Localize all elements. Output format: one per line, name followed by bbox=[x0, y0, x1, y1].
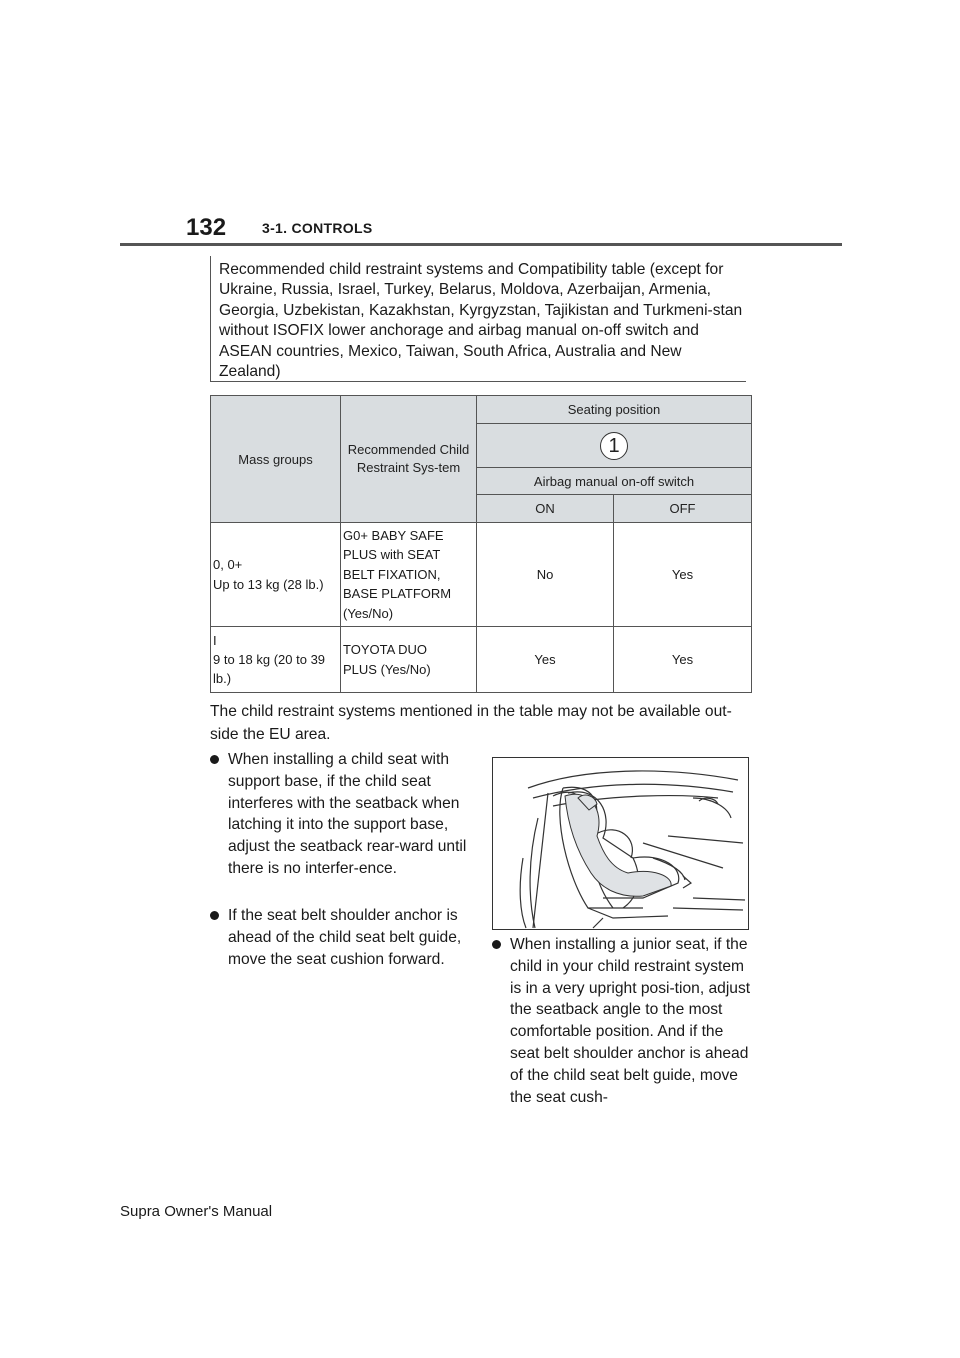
header-off: OFF bbox=[614, 495, 752, 523]
bullet-item bbox=[210, 749, 470, 880]
mass-group-cell bbox=[211, 627, 341, 693]
header-on: ON bbox=[477, 495, 614, 523]
mass-group-weight: Up to 13 kg (28 lb.) bbox=[213, 576, 324, 592]
mass-group-cell bbox=[211, 523, 341, 627]
mass-group-weight: 9 to 18 kg (20 to 39 lb.) bbox=[213, 652, 326, 686]
header-airbag-switch: Airbag manual on-off switch bbox=[477, 468, 752, 495]
table-row bbox=[211, 627, 752, 693]
header-mass-groups: Mass groups bbox=[211, 396, 341, 523]
header-rule bbox=[120, 243, 842, 246]
table-caption: Recommended child restraint systems and Compatibility table (except for Ukraine, Russia, Israel, Turkey, Belarus, Moldova, Azerbaijan, Armenia, Georgia, Uzbekistan, Kazakhstan, Kyrgyzstan, Tajikistan and Turkmeni-stan without ISOFIX lower anchorage and airbag manual on-off switch and ASEAN countries, Mexico, Taiwan, South Africa, Australia and New Zealand) bbox=[210, 256, 746, 382]
compatibility-table bbox=[210, 395, 752, 693]
bullet-text: If the seat belt shoulder anchor is ahead of the child seat belt guide, move the seat cushion forward. bbox=[228, 907, 462, 968]
bullet-item bbox=[210, 905, 472, 970]
availability-note: The child restraint systems mentioned in the table may not be available out-side the EU area. bbox=[210, 703, 732, 743]
mass-group-label: I bbox=[213, 633, 217, 648]
off-value: Yes bbox=[614, 627, 752, 693]
seat-position-marker bbox=[477, 424, 752, 468]
table-row bbox=[211, 523, 752, 627]
on-value: No bbox=[477, 523, 614, 627]
bullet-dot-icon bbox=[210, 911, 219, 920]
restraint-system-cell: TOYOTA DUO PLUS (Yes/No) bbox=[341, 627, 477, 693]
mass-group-label: 0, 0+ bbox=[213, 556, 243, 572]
on-value: Yes bbox=[477, 627, 614, 693]
header-seating-position: Seating position bbox=[477, 396, 752, 424]
bullet-text: When installing a child seat with support base, if the child seat interferes with the seatback when latching it into the support base, adjust the seatback rear-ward until there is no interfer-ence. bbox=[228, 751, 467, 877]
child-seat-drawing bbox=[493, 758, 748, 929]
header-recommended-system: Recommended Child Restraint Sys-tem bbox=[341, 396, 477, 523]
seat-number-1: 1 bbox=[600, 432, 628, 460]
bullet-item bbox=[492, 934, 752, 1108]
bullet-dot-icon bbox=[210, 755, 219, 764]
page-number: 132 bbox=[186, 214, 227, 241]
off-value: Yes bbox=[614, 523, 752, 627]
section-title: 3-1. CONTROLS bbox=[262, 220, 373, 236]
restraint-system-cell: G0+ BABY SAFE PLUS with SEAT BELT FIXATION, BASE PLATFORM (Yes/No) bbox=[341, 523, 477, 627]
child-seat-illustration bbox=[492, 757, 749, 930]
bullet-text: When installing a junior seat, if the child in your child restraint system is in a very upright posi-tion, adjust the seatback angle to the most comfortable position. And if the seat belt shoulder anchor is ahead of the child seat belt guide, move the seat cush- bbox=[510, 936, 751, 1106]
bullet-dot-icon bbox=[492, 940, 501, 949]
footer-manual-title: Supra Owner's Manual bbox=[120, 1203, 273, 1220]
